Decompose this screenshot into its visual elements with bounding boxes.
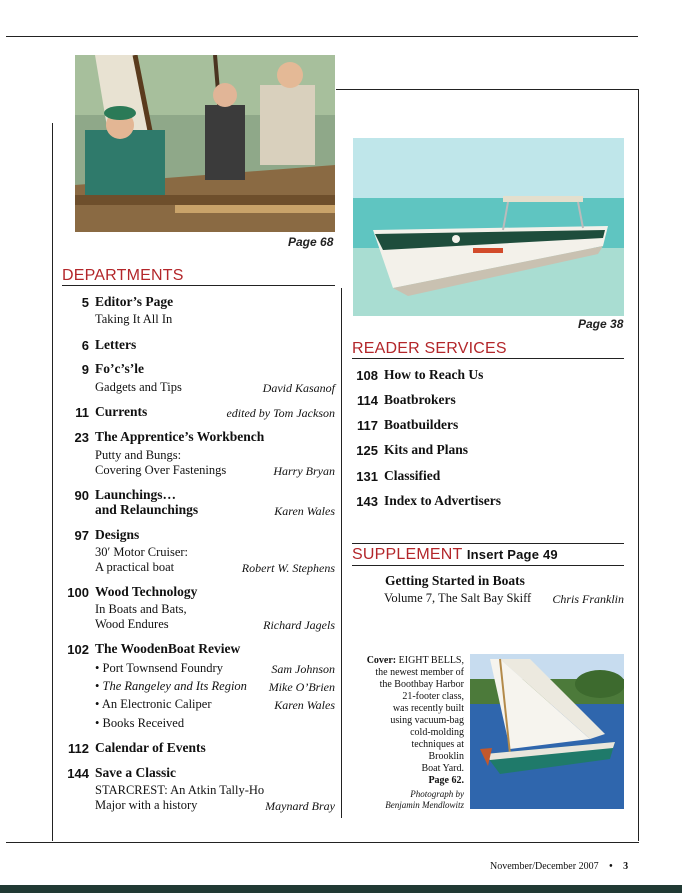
review-bullet: • Port Townsend Foundry xyxy=(95,661,223,675)
supplement-top-rule xyxy=(352,543,624,544)
service-num: 131 xyxy=(356,469,378,484)
service-title[interactable]: How to Reach Us xyxy=(384,367,484,382)
review-item[interactable]: An Electronic Caliper xyxy=(101,697,212,711)
review-item[interactable]: The Rangeley and Its Region xyxy=(102,679,247,693)
dept-sub: Gadgets and Tips xyxy=(95,380,182,394)
cover-line: Boat Yard. xyxy=(421,763,464,774)
dept-sub: Taking It All In xyxy=(95,312,173,326)
issue-date: November/December 2007 xyxy=(490,861,599,872)
cover-line: Brooklin xyxy=(428,751,464,762)
dept-num: 144 xyxy=(67,766,89,781)
review-author: Karen Wales xyxy=(274,698,335,712)
dept-sub: STARCREST: An Atkin Tally-Ho xyxy=(95,783,265,797)
service-title[interactable]: Boatbrokers xyxy=(384,392,456,407)
credit-line1: Photograph by xyxy=(410,789,464,799)
cover-line: EIGHT BELLS, xyxy=(398,655,464,666)
sailboat-cover-photo xyxy=(470,654,624,809)
dept-author: Harry Bryan xyxy=(273,464,335,478)
service-title[interactable]: Classified xyxy=(384,468,441,483)
service-num: 108 xyxy=(356,368,378,383)
dept-author: Robert W. Stephens xyxy=(241,561,335,575)
page-number: 3 xyxy=(623,861,629,872)
dept-title-line2[interactable]: and Relaunchings xyxy=(95,502,199,517)
dept-sub: Putty and Bungs: xyxy=(95,448,182,462)
service-title[interactable]: Index to Advertisers xyxy=(384,493,501,508)
dept-title[interactable]: Currents xyxy=(95,404,148,419)
photo1-caption: Page 68 xyxy=(288,235,334,249)
dept-num: 6 xyxy=(81,338,89,353)
dept-num: 112 xyxy=(68,741,89,756)
departments-heading: DEPARTMENTS xyxy=(62,267,184,284)
review-bullet: • Books Received xyxy=(95,716,185,730)
dept-num: 9 xyxy=(81,362,89,377)
dept-num: 90 xyxy=(74,488,89,503)
dept-title[interactable]: Calendar of Events xyxy=(95,740,206,755)
cover-caption xyxy=(355,655,464,787)
dept-sub: Major with a history xyxy=(95,798,198,812)
supplement-author: Chris Franklin xyxy=(552,592,624,606)
service-num: 143 xyxy=(356,494,378,509)
cover-line: the newest member of xyxy=(375,667,464,678)
dept-num: 102 xyxy=(67,642,89,657)
dept-author: Karen Wales xyxy=(274,504,335,518)
cover-line: cold-molding xyxy=(410,727,464,738)
reader-services-heading: READER SERVICES xyxy=(352,340,507,357)
supplement-insert[interactable]: Insert Page 49 xyxy=(466,547,558,562)
supplement-sub: Volume 7, The Salt Bay Skiff xyxy=(384,591,532,605)
cover-label: Cover: xyxy=(366,655,397,666)
dept-title[interactable]: Wood Technology xyxy=(95,584,198,599)
review-author: Sam Johnson xyxy=(271,662,335,676)
service-num: 114 xyxy=(357,393,378,408)
dept-sub: A practical boat xyxy=(95,560,175,574)
service-title[interactable]: Boatbuilders xyxy=(384,417,459,432)
supplement-title[interactable]: Getting Started in Boats xyxy=(385,573,525,588)
dept-sub: In Boats and Bats, xyxy=(95,602,187,616)
dept-num: 100 xyxy=(67,585,89,600)
supplement-rule xyxy=(352,565,624,566)
dept-title[interactable]: The WoodenBoat Review xyxy=(95,641,241,656)
review-bullet: • An Electronic Caliper xyxy=(95,697,212,711)
cover-line: the Boothbay Harbor xyxy=(379,679,464,690)
dept-num: 11 xyxy=(75,405,89,420)
dept-num: 97 xyxy=(74,528,89,543)
service-title[interactable]: Kits and Plans xyxy=(384,442,469,457)
dept-title[interactable]: The Apprentice’s Workbench xyxy=(95,429,265,444)
dept-title[interactable]: Fo’c’s’le xyxy=(95,361,144,376)
photo-credit xyxy=(355,789,464,811)
dept-author: Richard Jagels xyxy=(263,618,335,632)
motor-cruiser-photo xyxy=(353,138,624,316)
reader-services-rule xyxy=(352,358,624,359)
cover-line: 21-footer class, xyxy=(402,691,464,702)
credit-line2: Benjamin Mendlowitz xyxy=(385,800,464,810)
dept-sub: 30′ Motor Cruiser: xyxy=(95,545,189,559)
review-bullet: • The Rangeley and Its Region xyxy=(95,679,247,693)
dept-sub: Covering Over Fastenings xyxy=(95,463,227,477)
footer-bullet: • xyxy=(609,861,613,872)
cover-line: using vacuum-bag xyxy=(390,715,464,726)
cover-page[interactable]: Page 62. xyxy=(428,775,464,786)
bottom-rule xyxy=(6,842,639,843)
frame-top-rule xyxy=(336,89,639,90)
dept-title[interactable]: Save a Classic xyxy=(95,765,176,780)
photo2-caption: Page 38 xyxy=(578,317,624,331)
dept-title[interactable]: Letters xyxy=(95,337,137,352)
dept-num: 5 xyxy=(81,295,89,310)
dept-title[interactable]: Designs xyxy=(95,527,140,542)
departments-rule xyxy=(62,285,335,286)
service-num: 125 xyxy=(356,443,378,458)
footer xyxy=(490,861,628,872)
dept-title[interactable]: Launchings… xyxy=(95,487,177,502)
left-vertical-rule xyxy=(52,123,53,841)
dept-author: David Kasanof xyxy=(262,381,335,395)
cover-line: was recently built xyxy=(392,703,464,714)
dept-sub: Wood Endures xyxy=(95,617,169,631)
page-bottom-band xyxy=(0,885,682,893)
review-item[interactable]: Port Townsend Foundry xyxy=(102,661,223,675)
rowing-crew-photo xyxy=(75,55,335,232)
dept-title[interactable]: Editor’s Page xyxy=(95,294,174,309)
dept-author: edited by Tom Jackson xyxy=(226,406,335,420)
review-author: Mike O’Brien xyxy=(268,680,335,694)
mid-vertical-rule xyxy=(341,288,342,818)
service-num: 117 xyxy=(357,418,378,433)
top-rule xyxy=(6,36,638,37)
review-item[interactable]: Books Received xyxy=(102,716,185,730)
dept-num: 23 xyxy=(74,430,89,445)
supplement-label: SUPPLEMENT xyxy=(352,546,463,563)
supplement-heading xyxy=(352,546,558,564)
cover-line: techniques at xyxy=(411,739,464,750)
dept-author: Maynard Bray xyxy=(265,799,335,813)
frame-right-rule xyxy=(638,89,639,841)
